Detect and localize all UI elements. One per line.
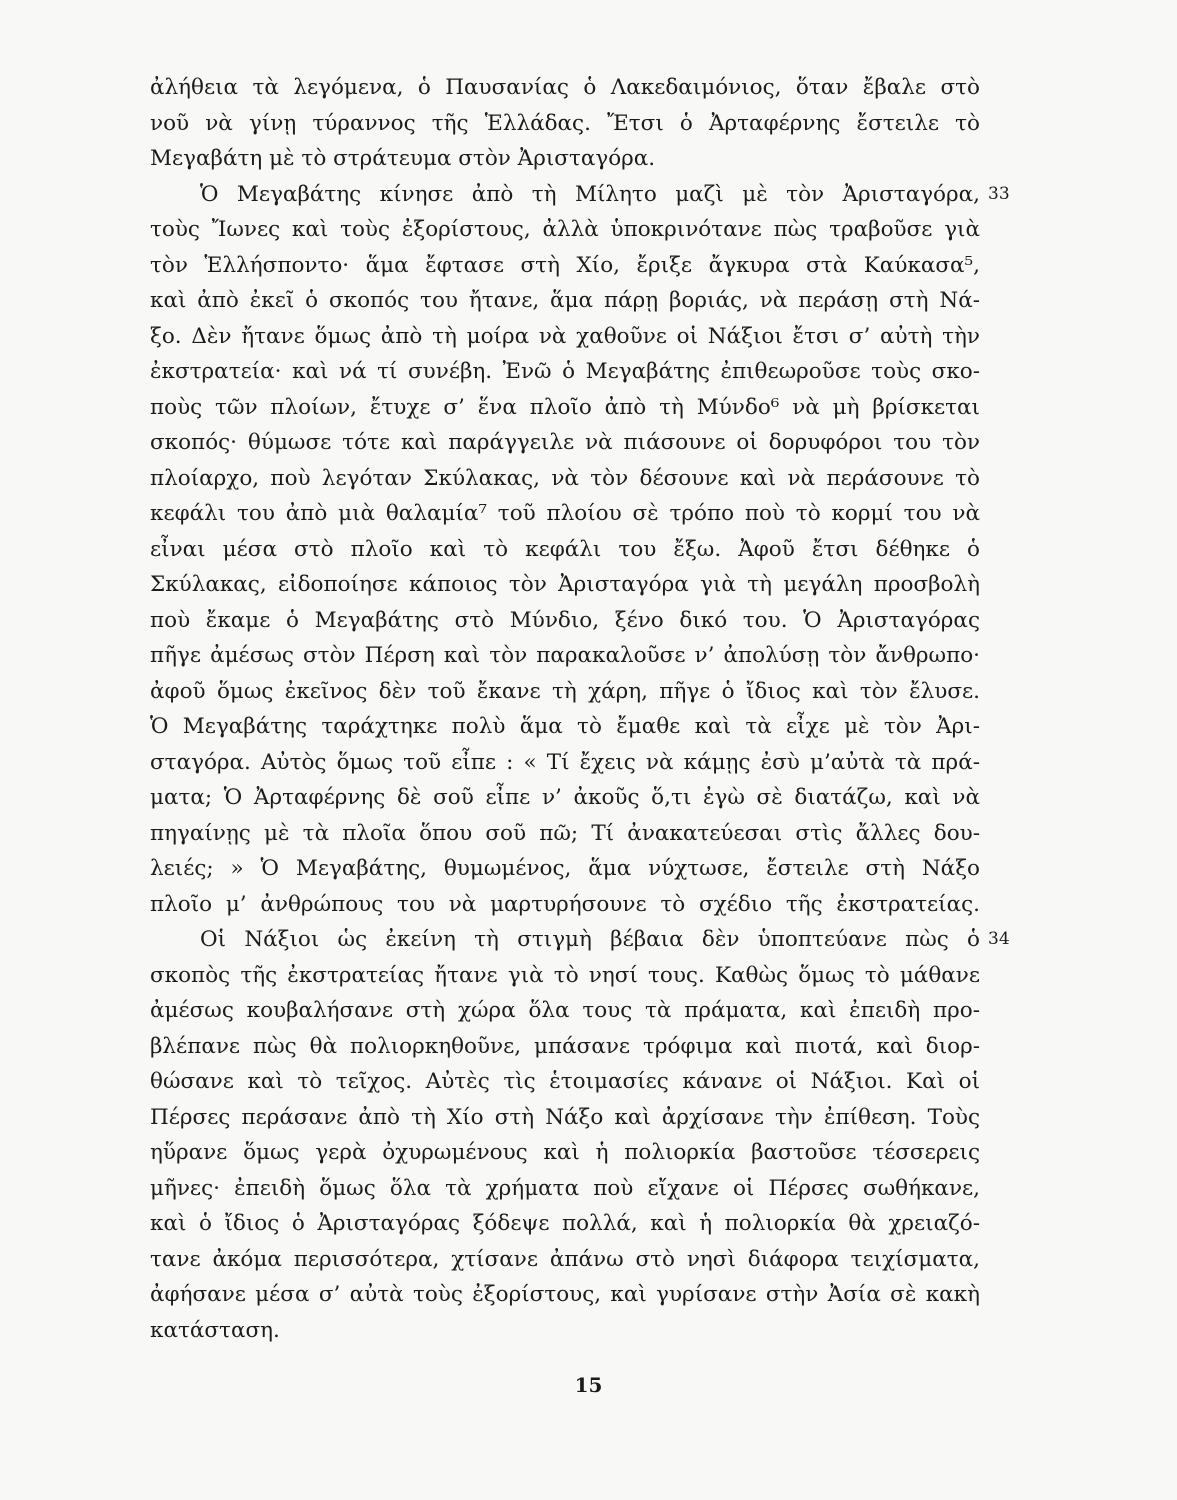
text-line-content: θώσανε καὶ τὸ τεῖχος. Αὐτὲς τὶς ἑτοιμασίες κάνανε οἱ Νάξιοι. Καὶ οἱ: [150, 1069, 980, 1094]
text-line-content: σταγόρα. Αὐτὸς ὅμως τοῦ εἶπε : « Τί ἔχεις νὰ κάμῃς ἐσὺ μ’αὐτὰ τὰ πρά-: [150, 749, 980, 775]
text-line: [150, 567, 980, 603]
text-line: [150, 532, 980, 568]
text-line-content: καὶ ὁ ἴδιος ὁ Ἀρισταγόρας ξόδεψε πολλά, καὶ ἡ πολιορκία θὰ χρειαζό-: [150, 1211, 980, 1236]
text-line: [150, 674, 980, 710]
text-line: [150, 1242, 980, 1278]
text-line-content: Πέρσες περάσανε ἀπὸ τὴ Χίο στὴ Νάξο καὶ ἀρχίσανε τὴν ἐπίθεση. Τοὺς: [150, 1104, 980, 1130]
text-line: [150, 70, 980, 106]
text-line-content: Ὁ Μεγαβάτης κίνησε ἀπὸ τὴ Μίλητο μαζὶ μὲ τὸν Ἀρισταγόρα,: [200, 181, 980, 207]
text-line-content: Ὁ Μεγαβάτης ταράχτηκε πολὺ ἅμα τὸ ἔμαθε καὶ τὰ εἶχε μὲ τὸν Ἀρι-: [150, 714, 980, 739]
text-line: [150, 603, 980, 639]
text-line: [150, 780, 980, 816]
text-line: [150, 1064, 980, 1100]
text-line: [150, 1171, 980, 1207]
text-line-content: πῆγε ἀμέσως στὸν Πέρση καὶ τὸν παρακαλοῦσε ν’ ἀπολύσῃ τὸν ἄνθρωπο·: [150, 643, 980, 668]
text-line-content: ἀλήθεια τὰ λεγόμενα, ὁ Παυσανίας ὁ Λακεδαιμόνιος, ὅταν ἔβαλε στὸ: [150, 75, 980, 100]
text-line-content: τὸν Ἑλλήσποντο· ἅμα ἔφτασε στὴ Χίο, ἔριξε ἄγκυρα στὰ Καύκασα⁵,: [150, 252, 980, 278]
text-line: [150, 1313, 980, 1349]
text-line: [150, 745, 980, 781]
text-line: [150, 1277, 980, 1313]
text-line: [150, 141, 980, 177]
page-number: 15: [574, 1373, 603, 1397]
text-line-content: ποὺ ἔκαμε ὁ Μεγαβάτης στὸ Μύνδιο, ξένο δικό του. Ὁ Ἀρισταγόρας: [150, 607, 980, 633]
margin-chapter-number: 34: [988, 929, 1010, 949]
text-line-content: Σκύλακας, εἰδοποίησε κάποιος τὸν Ἀρισταγόρα γιὰ τὴ μεγάλη προσβολὴ: [150, 572, 980, 597]
text-line-content: Μεγαβάτη μὲ τὸ στράτευμα στὸν Ἀρισταγόρα.: [150, 146, 656, 171]
text-line: [150, 425, 980, 461]
text-line-content: ποὺς τῶν πλοίων, ἔτυχε σ’ ἕνα πλοῖο ἀπὸ τὴ Μύνδο⁶ νὰ μὴ βρίσκεται: [150, 394, 980, 420]
text-line: [150, 887, 980, 923]
text-line: [150, 958, 980, 994]
text-line: [150, 1100, 980, 1136]
text-line-content: πηγαίνῃς μὲ τὰ πλοῖα ὅπου σοῦ πῶ; Τί ἀνακατεύεσαι στὶς ἄλλες δου-: [150, 820, 980, 846]
text-line-content: ματα; Ὁ Ἀρταφέρνης δὲ σοῦ εἶπε ν’ ἀκοῦς ὅ,τι ἐγὼ σὲ διατάζω, καὶ νὰ: [150, 785, 980, 810]
text-line: [150, 1206, 980, 1242]
text-line-content: ἐκστρατεία· καὶ νά τί συνέβη. Ἐνῶ ὁ Μεγαβάτης ἐπιθεωροῦσε τοὺς σκο-: [150, 359, 980, 384]
text-line-content: καὶ ἀπὸ ἐκεῖ ὁ σκοπός του ἤτανε, ἅμα πάρῃ βοριάς, νὰ περάσῃ στὴ Νά-: [150, 288, 980, 313]
text-line-content: ξο. Δὲν ἤτανε ὅμως ἀπὸ τὴ μοίρα νὰ χαθοῦνε οἱ Νάξιοι ἔτσι σ’ αὐτὴ τὴν: [150, 323, 980, 349]
text-line-content: ἀφοῦ ὅμως ἐκεῖνος δὲν τοῦ ἔκανε τὴ χάρη, πῆγε ὁ ἴδιος καὶ τὸν ἔλυσε.: [150, 678, 980, 704]
text-line: [150, 1135, 980, 1171]
text-line-content: πλοίαρχο, ποὺ λεγόταν Σκύλακας, νὰ τὸν δέσουνε καὶ νὰ περάσουνε τὸ: [150, 465, 980, 491]
text-line-content: κεφάλι του ἀπὸ μιὰ θαλαμία⁷ τοῦ πλοίου σὲ τρόπο ποὺ τὸ κορμί του νὰ: [150, 501, 980, 526]
text-line-content: σκοπός· θύμωσε τότε καὶ παράγγειλε νὰ πιάσουνε οἱ δορυφόροι του τὸν: [150, 430, 980, 455]
text-line: [150, 319, 980, 355]
text-line-content: μῆνες· ἐπειδὴ ὅμως ὅλα τὰ χρήματα ποὺ εἴχανε οἱ Πέρσες σωθήκανε,: [150, 1175, 980, 1201]
text-line: [150, 638, 980, 674]
text-line: [150, 1029, 980, 1065]
text-line: [150, 177, 1010, 213]
text-line: [150, 390, 980, 426]
text-line: [150, 212, 980, 248]
text-line-content: κατάσταση.: [150, 1317, 280, 1343]
margin-chapter-number: 33: [988, 183, 1010, 204]
text-line-content: Οἱ Νάξιοι ὡς ἐκείνη τὴ στιγμὴ βέβαια δὲν ὑποπτεύανε πὼς ὁ: [200, 927, 980, 952]
text-line: [150, 993, 980, 1029]
text-line: [150, 461, 980, 497]
text-line: [150, 816, 980, 852]
text-line: [150, 283, 980, 319]
text-line: [150, 496, 980, 532]
text-line-content: νοῦ νὰ γίνῃ τύραννος τῆς Ἑλλάδας. Ἔτσι ὁ Ἀρταφέρνης ἔστειλε τὸ: [150, 110, 980, 136]
text-line: [150, 354, 980, 390]
text-line-content: ἀμέσως κουβαλήσανε στὴ χώρα ὅλα τους τὰ πράματα, καὶ ἐπειδὴ προ-: [150, 998, 980, 1023]
text-line-content: ἀφήσανε μέσα σ’ αὐτὰ τοὺς ἐξορίστους, καὶ γυρίσανε στὴν Ἀσία σὲ κακὴ: [150, 1282, 980, 1307]
text-line: [150, 709, 980, 745]
text-line-content: πλοῖο μ’ ἀνθρώπους του νὰ μαρτυρήσουνε τὸ σχέδιο τῆς ἐκστρατείας.: [150, 891, 980, 917]
text-line-content: εἶναι μέσα στὸ πλοῖο καὶ τὸ κεφάλι του ἔξω. Ἀφοῦ ἔτσι δέθηκε ὁ: [150, 536, 980, 562]
text-line: [150, 248, 980, 284]
text-line: [150, 851, 980, 887]
text-line: [150, 922, 1010, 958]
body-text: [150, 70, 1010, 1348]
text-line-content: σκοπὸς τῆς ἐκστρατείας ἤτανε γιὰ τὸ νησί τους. Καθὼς ὅμως τὸ μάθανε: [150, 962, 980, 988]
text-line-content: ηὕρανε ὅμως γερὰ ὀχυρωμένους καὶ ἡ πολιορκία βαστοῦσε τέσσερεις: [150, 1140, 980, 1165]
text-line-content: τανε ἀκόμα περισσότερα, χτίσανε ἀπάνω στὸ νησὶ διάφορα τειχίσματα,: [150, 1246, 980, 1272]
text-line-content: τοὺς Ἴωνες καὶ τοὺς ἐξορίστους, ἀλλὰ ὑποκρινότανε πὼς τραβοῦσε γιὰ: [150, 217, 980, 242]
text-line-content: λειές; » Ὁ Μεγαβάτης, θυμωμένος, ἅμα νύχτωσε, ἔστειλε στὴ Νάξο: [150, 856, 980, 881]
text-line: [150, 106, 980, 142]
text-line-content: βλέπανε πὼς θὰ πολιορκηθοῦνε, μπάσανε τρόφιμα καὶ πιοτά, καὶ διορ-: [150, 1033, 980, 1059]
